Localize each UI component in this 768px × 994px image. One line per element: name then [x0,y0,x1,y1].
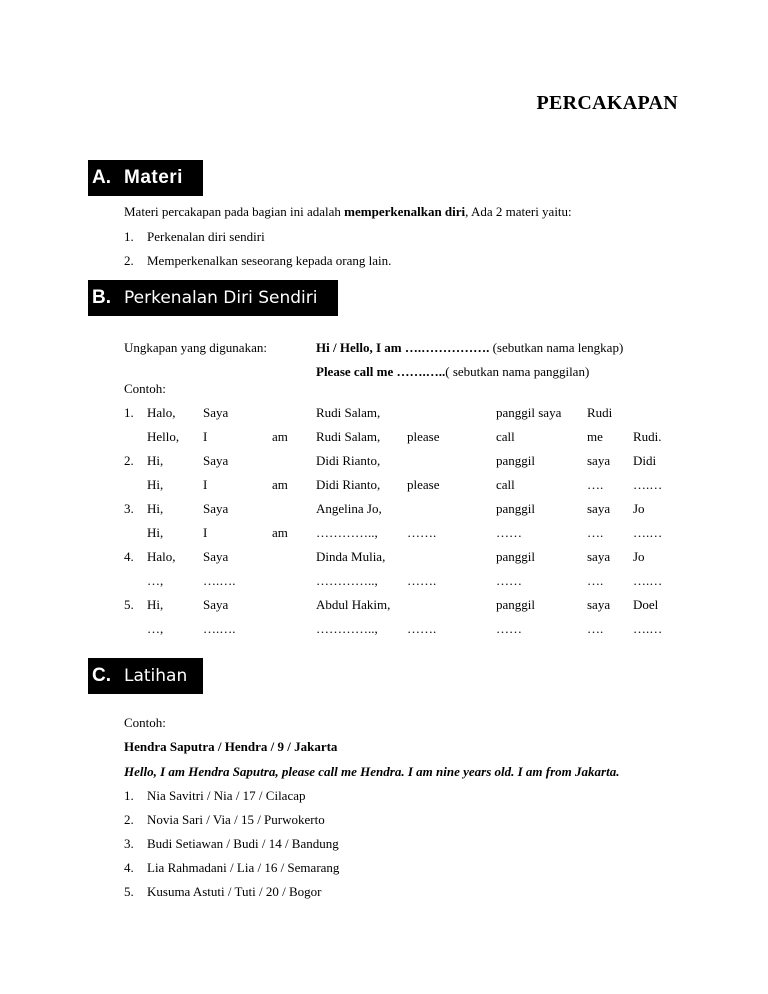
table-cell: panggil [496,597,535,612]
table-cell: saya [587,549,611,564]
table-cell: Dinda Mulia, [316,549,386,564]
table-cell: Hi, [147,597,164,612]
table-cell: I [203,477,208,492]
table-cell: ….… [633,525,663,540]
table-cell: Rudi Salam, [316,429,381,444]
table-cell: ………….., [316,573,378,588]
table-cell: Hello, [147,429,180,444]
table-cell: call [496,429,515,444]
list-item: Nia Savitri / Nia / 17 / Cilacap [147,788,306,803]
section-c-letter: C. [92,665,111,686]
table-cell: Jo [633,501,645,516]
table-cell: panggil [496,549,535,564]
table-cell: Angelina Jo, [316,501,382,516]
table-cell: am [272,525,288,540]
list-item: Memperkenalkan seseorang kepada orang lain. [147,253,392,268]
list-item: Perkenalan diri sendiri [147,229,265,244]
table-cell: please [407,477,440,492]
contoh-label: Contoh: [124,381,166,396]
table-cell: Saya [203,405,229,420]
table-cell: ….… [633,621,663,636]
table-row-number: 5. [124,597,134,612]
section-a-intro [124,204,572,220]
table-cell: ….…. [203,621,236,636]
list-item-number: 2. [124,812,134,827]
list-item-number: 1. [124,229,134,244]
table-cell: Doel [633,597,659,612]
table-cell: Saya [203,501,229,516]
intro-bold-text: memperkenalkan diri [344,204,466,219]
list-item: Lia Rahmadani / Lia / 16 / Semarang [147,860,340,875]
table-cell: …. [587,525,604,540]
table-cell: …, [147,573,164,588]
table-cell: ….… [633,573,663,588]
table-cell: …… [496,573,522,588]
list-item-number: 4. [124,860,134,875]
list-item: Budi Setiawan / Budi / 14 / Bandung [147,836,339,851]
table-cell: I [203,429,208,444]
table-cell: am [272,477,288,492]
table-cell: ……. [407,621,437,636]
table-cell: Abdul Hakim, [316,597,391,612]
table-row-number: 1. [124,405,134,420]
table-cell: am [272,429,288,444]
intro-text: Materi percakapan pada bagian ini adalah [124,204,345,219]
table-cell: saya [587,501,611,516]
table-row-number: 4. [124,549,134,564]
expression-1-bold: Hi / Hello, I am ….……………. [316,340,490,355]
table-row-number: 3. [124,501,134,516]
table-cell: Hi, [147,477,164,492]
example-output-italic: Hello, I am Hendra Saputra, please call me Hendra. I am nine years old. I am from Jakarta. [124,764,620,779]
section-a-letter: A. [92,167,111,188]
table-cell: Saya [203,549,229,564]
table-cell: ………….., [316,525,378,540]
expression-2-bold: Please call me …….….. [316,364,446,379]
table-row-number: 2. [124,453,134,468]
table-cell: saya [587,453,611,468]
table-cell: ….… [633,477,663,492]
table-cell: call [496,477,515,492]
table-cell: panggil [496,501,535,516]
expression-2 [316,364,589,380]
example-input [124,739,337,755]
section-c-title: Latihan [124,666,188,686]
table-cell: Saya [203,597,229,612]
table-cell: …… [496,621,522,636]
table-cell: …… [496,525,522,540]
section-b-title: Perkenalan Diri Sendiri [124,288,318,308]
table-cell: Didi Rianto, [316,453,381,468]
section-c-header [88,658,203,694]
expression-2-note: ( sebutkan nama panggilan) [445,364,590,379]
expression-1 [316,340,623,356]
table-cell: Rudi Salam, [316,405,381,420]
table-cell: panggil saya [496,405,562,420]
section-b-letter: B. [92,287,111,308]
table-cell: Hi, [147,501,164,516]
table-cell: me [587,429,603,444]
page-title: PERCAKAPAN [536,92,678,114]
example-output [124,764,619,780]
table-cell: …, [147,621,164,636]
table-cell: saya [587,597,611,612]
list-item: Novia Sari / Via / 15 / Purwokerto [147,812,325,827]
section-a-title: Materi [124,167,183,188]
table-cell: Hi, [147,525,164,540]
table-cell: ….…. [203,573,236,588]
table-cell: ……. [407,525,437,540]
table-cell: Halo, [147,405,176,420]
table-cell: I [203,525,208,540]
table-cell: …. [587,573,604,588]
table-cell: Hi, [147,453,164,468]
table-cell: …. [587,477,604,492]
example-input-bold: Hendra Saputra / Hendra / 9 / Jakarta [124,739,338,754]
table-cell: panggil [496,453,535,468]
table-cell: Jo [633,549,645,564]
contoh-label: Contoh: [124,715,166,730]
list-item-number: 2. [124,253,134,268]
table-cell: Didi Rianto, [316,477,381,492]
section-b-header [88,280,338,316]
table-cell: ………….., [316,621,378,636]
section-a-header [88,160,203,196]
table-cell: Halo, [147,549,176,564]
table-cell: …. [587,621,604,636]
ungkapan-label: Ungkapan yang digunakan: [124,340,267,355]
table-cell: Didi [633,453,657,468]
list-item-number: 3. [124,836,134,851]
expression-1-note: (sebutkan nama lengkap) [489,340,624,355]
table-cell: Rudi. [633,429,662,444]
table-cell: Saya [203,453,229,468]
intro-text-end: , Ada 2 materi yaitu: [465,204,572,219]
list-item: Kusuma Astuti / Tuti / 20 / Bogor [147,884,322,899]
table-cell: Rudi [587,405,613,420]
table-cell: ……. [407,573,437,588]
list-item-number: 5. [124,884,134,899]
table-cell: please [407,429,440,444]
list-item-number: 1. [124,788,134,803]
